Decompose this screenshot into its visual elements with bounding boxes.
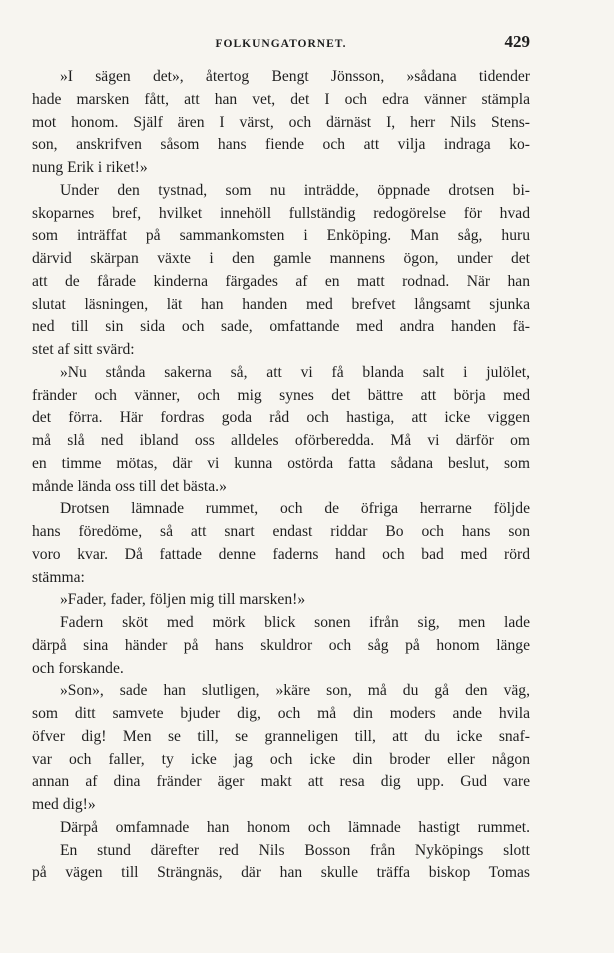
text-line: »I sägen det», återtog Bengt Jönsson, »sådana tidender	[60, 68, 530, 85]
text-line: slutat läsningen, lät han handen med brefvet långsamt sjunka	[32, 295, 530, 313]
text-line: fränder och vänner, och mig synes det bättre att börja med	[32, 386, 530, 404]
text-line: »Son», sade han slutligen, »käre son, må du gå den väg,	[60, 682, 530, 700]
text-line: son, anskrifven såsom hans fiende och att vilja indraga ko-	[32, 136, 530, 154]
text-line: månde lända oss till det bästa.»	[32, 477, 227, 495]
text-line: och forskande.	[32, 659, 124, 677]
text-line: en timme mötas, där vi kunna ostörda fatta sådana beslut, som	[32, 454, 530, 472]
text-line: med dig!»	[32, 796, 96, 813]
body-text	[32, 66, 530, 885]
page-header	[32, 32, 530, 56]
text-line: hade marsken fått, att han vet, det I och edra vänner stämpla	[32, 90, 530, 108]
text-line: mot honom. Själf ären I värst, och därnäst I, herr Nils Stens-	[32, 113, 530, 131]
text-line: »Fader, fader, följen mig till marsken!»	[60, 591, 306, 609]
text-line: därpå sina händer på hans skuldror och såg på honom länge	[32, 636, 530, 654]
text-line: voro kvar. Då fattade denne faderns hand och bad med rörd	[32, 545, 530, 563]
text-line: det förra. Här fordras goda råd och hastiga, att icke viggen	[32, 409, 530, 427]
page-number: 429	[504, 32, 530, 51]
text-line: stämma:	[32, 568, 85, 586]
text-line: stet af sitt svärd:	[32, 341, 135, 358]
running-title: FOLKUNGATORNET.	[215, 38, 347, 50]
text-line: Därpå omfamnade han honom och lämnade hastigt rummet.	[60, 818, 530, 836]
text-line: En stund därefter red Nils Bosson från Nyköpings slott	[60, 841, 530, 859]
text-line: därvid skärpan växte i den gamle mannens ögon, under det	[32, 250, 530, 267]
text-line: Under den tystnad, som nu inträdde, öppnade drotsen bi-	[60, 181, 530, 199]
text-line: annan af dina fränder äger makt att resa dig upp. Gud vare	[32, 773, 530, 791]
text-line: nung Erik i riket!»	[32, 159, 148, 176]
text-line: hans föredöme, så att snart endast riddar Bo och hans son	[32, 523, 530, 540]
text-line: var och faller, ty icke jag och icke din broder eller någon	[32, 750, 530, 768]
text-line: Drotsen lämnade rummet, och de öfriga herrarne följde	[60, 500, 530, 518]
text-line: att de fårade kinderna färgades af en matt rodnad. När han	[32, 272, 530, 290]
text-line: öfver dig! Men se till, se granneligen till, att du icke snaf-	[32, 727, 530, 745]
text-line: skoparnes bref, hvilket innehöll fullständig redogörelse för hvad	[32, 204, 530, 222]
text-line: må slå ned ibland oss alldeles oförberedda. Må vi därför om	[32, 432, 530, 449]
text-line: »Nu stånda sakerna så, att vi få blanda salt i julölet,	[60, 363, 530, 381]
text-line: ned till sin sida och sade, omfattande med andra handen fä-	[32, 318, 530, 336]
text-line: som ditt samvete bjuder dig, och må din moders ande hvila	[32, 705, 530, 722]
text-line: Fadern sköt med mörk blick sonen ifrån sig, men lade	[60, 614, 530, 631]
text-line: som inträffat på sammankomsten i Enköping. Man såg, huru	[32, 227, 530, 245]
text-line: på vägen till Strängnäs, där han skulle träffa biskop Tomas	[32, 864, 530, 882]
